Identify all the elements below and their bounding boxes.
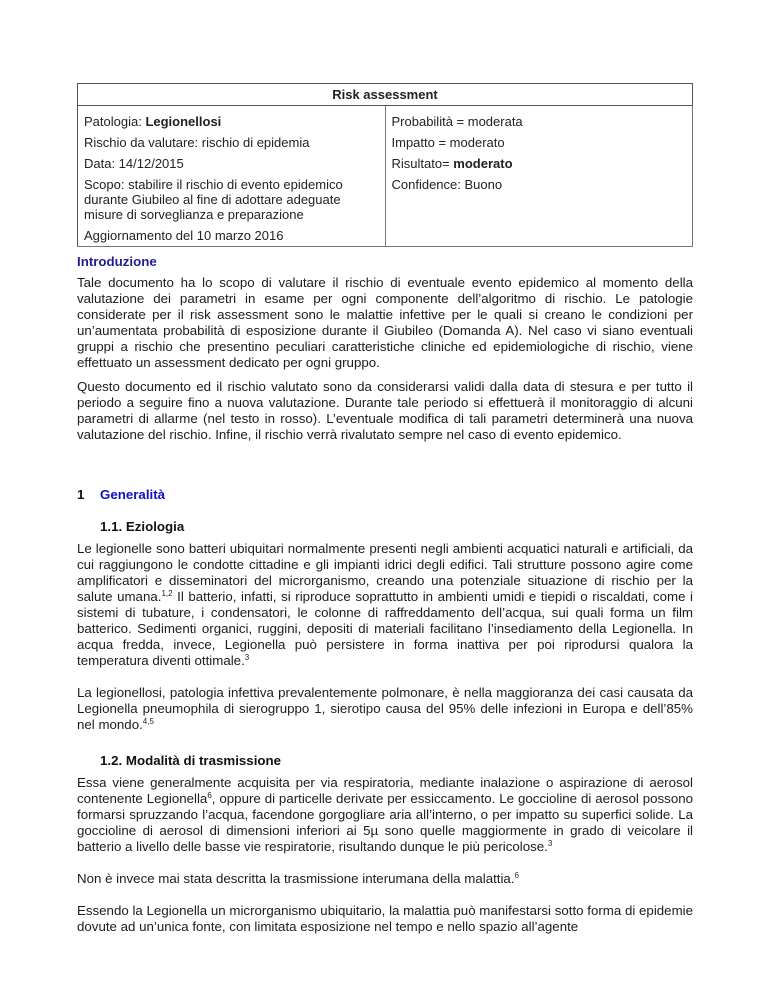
patologia-value: Legionellosi (145, 114, 222, 129)
eziologia-paragraph (77, 541, 693, 669)
document-page (77, 83, 693, 935)
text-run: La legionellosi, patologia infettiva prevalentemente polmonare, è nella maggioranza dei casi causata da Legionella pneumophila di sierogruppo 1, sierotipo causa del 95% delle infezioni in Europa e dell’85% nel mondo. (77, 685, 693, 732)
text-run: Non è invece mai stata descritta la trasmissione interumana della malattia. (77, 871, 515, 886)
aggiornamento-row: Aggiornamento del 10 marzo 2016 (84, 228, 284, 243)
citation-superscript: 3 (244, 653, 250, 662)
confidence-row: Confidence: Buono (391, 177, 503, 192)
subsection-heading-trasmissione: 1.2. Modalità di trasmissione (100, 753, 282, 768)
text-run: , oppure di particelle derivate per essiccamento. Le goccioline di aerosol possono formarsi spruzzando l’acqua, facendone gorgogliare aria all’interno, o per impatto su superfici solide. La goccioline di aerosol di dimensioni inferiori ai 5µ sono quelle maggiormente in grado di veicolare il batterio a livello delle basse vie respiratorie, risultando dunque le più pericolose. (77, 791, 693, 854)
scopo-row: Scopo: stabilire il rischio di evento epidemico durante Giubileo al fine di adottare adeguate misure di sorveglianza e preparazione (84, 177, 343, 222)
section-number: 1 (77, 487, 85, 502)
text-run: Essa viene generalmente acquisita per via respiratoria, mediante inalazione o aspirazione di aerosol contenente Legionella (77, 775, 693, 806)
eziologia-paragraph (77, 685, 693, 733)
trasmissione-paragraph (77, 775, 693, 855)
rischio-row: Rischio da valutare: rischio di epidemia (84, 135, 310, 150)
risultato-label: Risultato= (391, 156, 454, 171)
subsection-heading-eziologia: 1.1. Eziologia (100, 519, 185, 534)
intro-paragraph: Tale documento ha lo scopo di valutare il rischio di eventuale evento epidemico al momento della valutazione dei parametri in esame per ogni componente dell’algoritmo di rischio. Le patologie considerate per il risk assessment sono le malattie infettive per le quali si creano le condizioni per un’aumentata probabilità di esposizione durante il Giubileo (Domanda A). Nel caso vi siano eventuali gruppi a rischio che presentino peculiari caratteristiche cliniche ed epidemiologiche di rischio, viene effettuato un assessment dedicato per ogni gruppo. (77, 275, 693, 370)
citation-superscript: 6 (514, 871, 519, 880)
citation-superscript: 4,5 (142, 717, 154, 726)
impatto-row: Impatto = moderato (391, 135, 505, 150)
citation-superscript: 1,2 (161, 589, 173, 598)
text-run: Le legionelle sono batteri ubiquitari normalmente presenti negli ambienti acquatici naturali e artificiali, da cui raggiungono le condotte cittadine e gli impianti idrici degli edifici. Tali strutture possono agire come amplificatori e disseminatori del microrganismo, creando una potenziale situazione di rischio per la salute umana. (77, 541, 693, 604)
section-title: Generalità (100, 487, 166, 502)
trasmissione-paragraph (77, 871, 693, 887)
risultato-value: moderato (453, 156, 513, 171)
risk-table-title: Risk assessment (78, 84, 693, 106)
trasmissione-paragraph: Essendo la Legionella un microrganismo ubiquitario, la malattia può manifestarsi sotto forma di epidemie dovute ad un’unica fonte, con limitata esposizione nel tempo e nello spazio all’agente (77, 903, 693, 934)
data-row: Data: 14/12/2015 (84, 156, 184, 171)
citation-superscript: 6 (207, 791, 212, 800)
patologia-label: Patologia: (84, 114, 146, 129)
probabilita-row: Probabilità = moderata (391, 114, 523, 129)
risultato-row (392, 156, 687, 171)
intro-heading: Introduzione (77, 254, 157, 269)
patologia-row (84, 114, 379, 129)
section-heading-generalita (77, 487, 693, 502)
risk-table-left-column (78, 106, 386, 247)
text-run: Il batterio, infatti, si riproduce soprattutto in ambienti umidi e tiepidi o riscaldati, come i sistemi di tubature, i condensatori, le colonne di raffreddamento dell’acqua, sui quali forma un film batterico. Sedimenti organici, ruggini, depositi di materiali facilitano l’insediamento della Legionella. In acqua fredda, invece, Legionella può persistere in forma inattiva per poi riprodursi qualora la temperatura diventi ottimale. (77, 589, 694, 668)
citation-superscript: 3 (547, 839, 553, 848)
risk-table-right-column (385, 106, 693, 247)
risk-assessment-table (77, 83, 693, 247)
intro-paragraph: Questo documento ed il rischio valutato sono da considerarsi validi dalla data di stesura e per tutto il periodo a seguire fino a nuova valutazione. Durante tale periodo si effettuerà il monitoraggio di alcuni parametri di allarme (nel testo in rosso). L’eventuale modifica di tali parametri determinerà una nuova valutazione del rischio. Infine, il rischio verrà rivalutato sempre nel caso di evento epidemico. (77, 379, 693, 442)
